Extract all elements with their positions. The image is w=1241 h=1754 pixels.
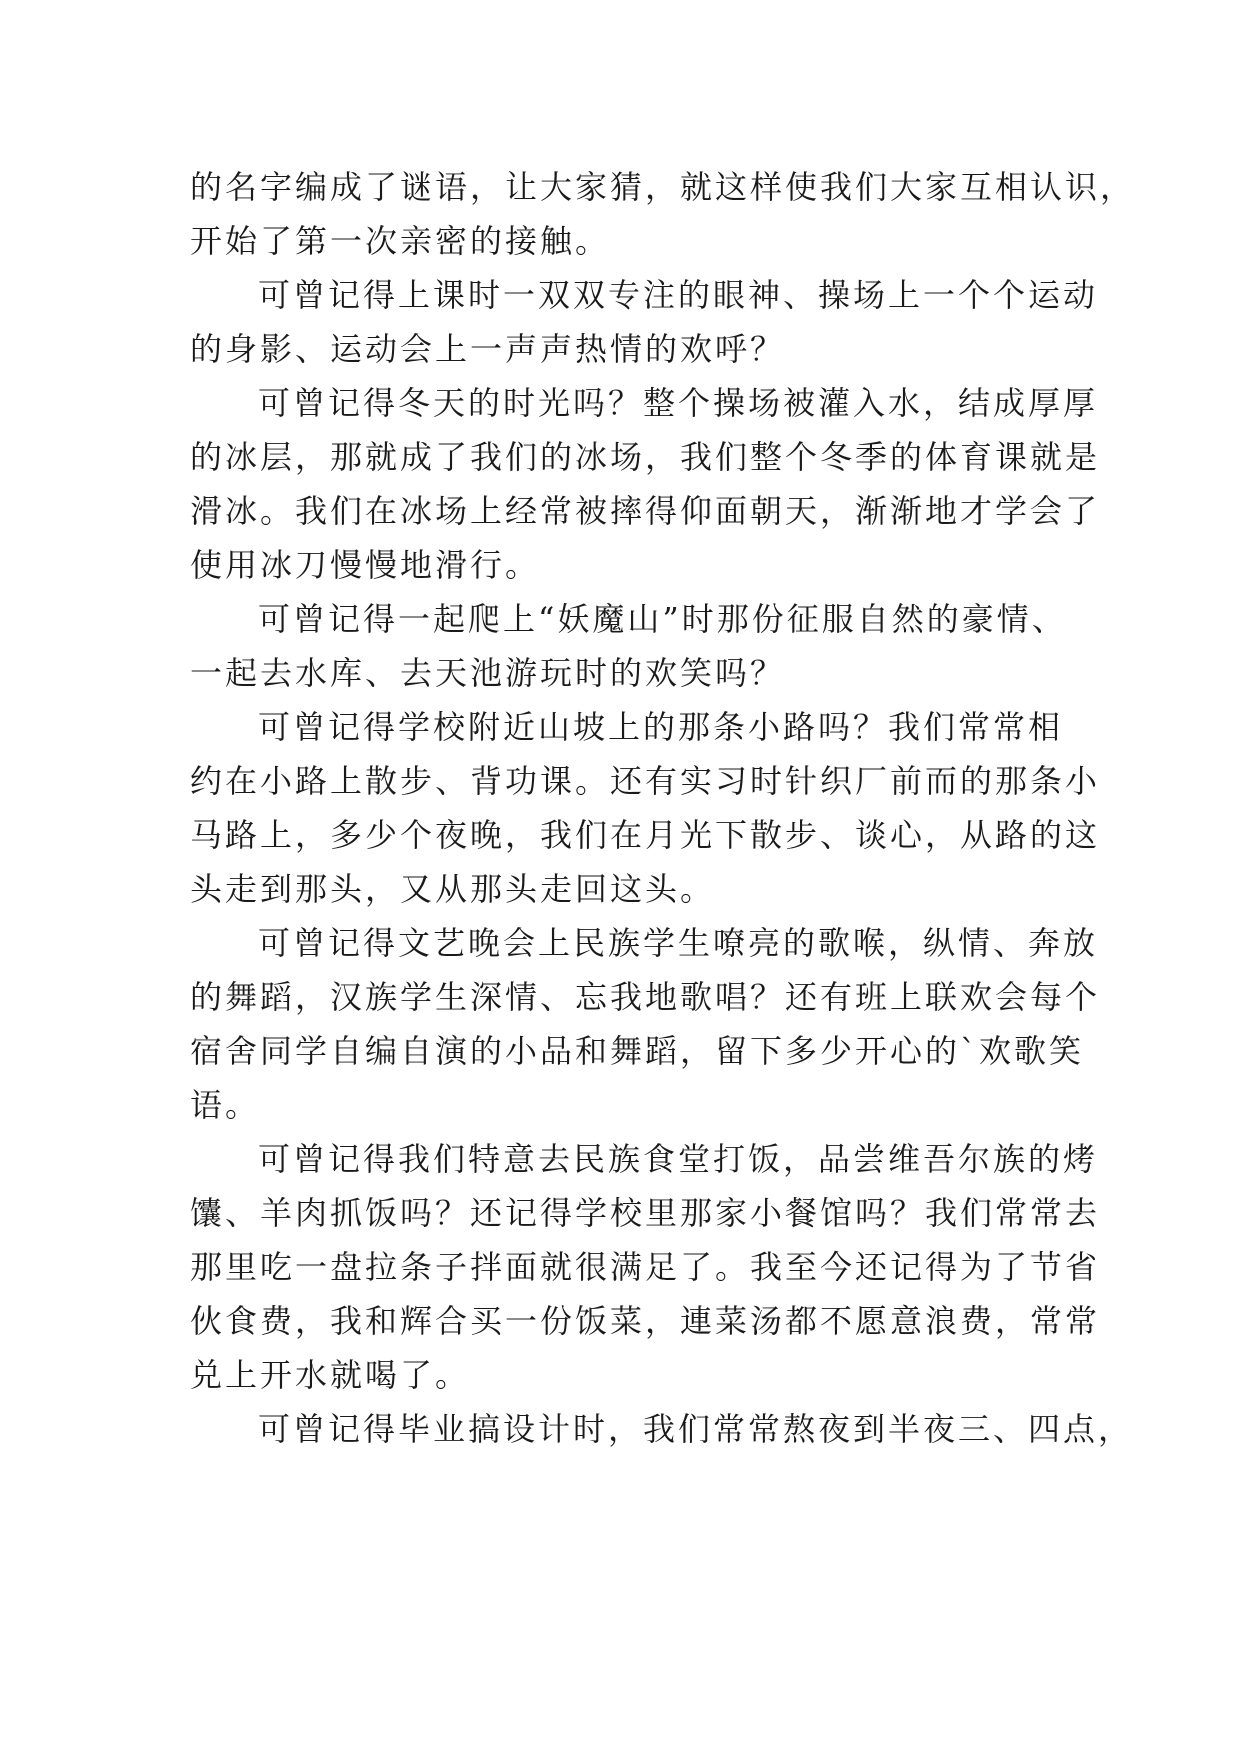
text-line: 馕、羊肉抓饭吗？还记得学校里那家小餐馆吗？我们常常去 [190,1194,1101,1232]
text-line: 一起去水库、去天池游玩时的欢笑吗？ [190,654,786,692]
text-line: 头走到那头，又从那头走回这头。 [190,870,716,908]
text-line: 伙食费，我和辉合买一份饭菜，連菜汤都不愿意浪费，常常 [190,1302,1101,1340]
text-line: 兑上开水就喝了。 [190,1356,471,1394]
text-line: 的名字编成了谜语，让大家猜，就这样使我们大家互相认识， [190,168,1136,206]
paragraph-first-line: 可曾记得冬天的时光吗？整个操场被灌入水，结成厚厚 [258,384,1099,422]
paragraph-first-line: 可曾记得毕业搞设计时，我们常常熬夜到半夜三、四点， [258,1410,1134,1448]
text-line: 滑冰。我们在冰场上经常被摔得仰面朝天，渐渐地才学会了 [190,492,1101,530]
text-line: 马路上，多少个夜晚，我们在月光下散步、谈心，从路的这 [190,816,1101,854]
text-line: 那里吃一盘拉条子拌面就很满足了。我至今还记得为了节省 [190,1248,1101,1286]
text-line: 宿舍同学自编自演的小品和舞蹈，留下多少开心的`欢歌笑 [190,1032,1085,1070]
document-body [190,160,1136,1456]
text-line: 语。 [190,1086,261,1124]
paragraph-first-line: 可曾记得我们特意去民族食堂打饭，品尝维吾尔族的烤 [258,1140,1099,1178]
paragraph-first-line: 可曾记得学校附近山坡上的那条小路吗？我们常常相 [258,708,1064,746]
paragraph-first-line: 可曾记得上课时一双双专注的眼神、操场上一个个运动 [258,276,1099,314]
text-line: 的舞蹈，汉族学生深情、忘我地歌唱？还有班上联欢会每个 [190,978,1101,1016]
text-line: 的身影、运动会上一声声热情的欢呼？ [190,330,786,368]
paragraph-first-line: 可曾记得文艺晚会上民族学生嘹亮的歌喉，纵情、奔放 [258,924,1099,962]
paragraph-first-line: 可曾记得一起爬上“妖魔山”时那份征服自然的豪情、 [258,600,1067,638]
text-line: 约在小路上散步、背功课。还有实习时针织厂前而的那条小 [190,762,1101,800]
text-line: 的冰层，那就成了我们的冰场，我们整个冬季的体育课就是 [190,438,1101,476]
text-line: 开始了第一次亲密的接触。 [190,222,611,260]
text-line: 使用冰刀慢慢地滑行。 [190,546,541,584]
